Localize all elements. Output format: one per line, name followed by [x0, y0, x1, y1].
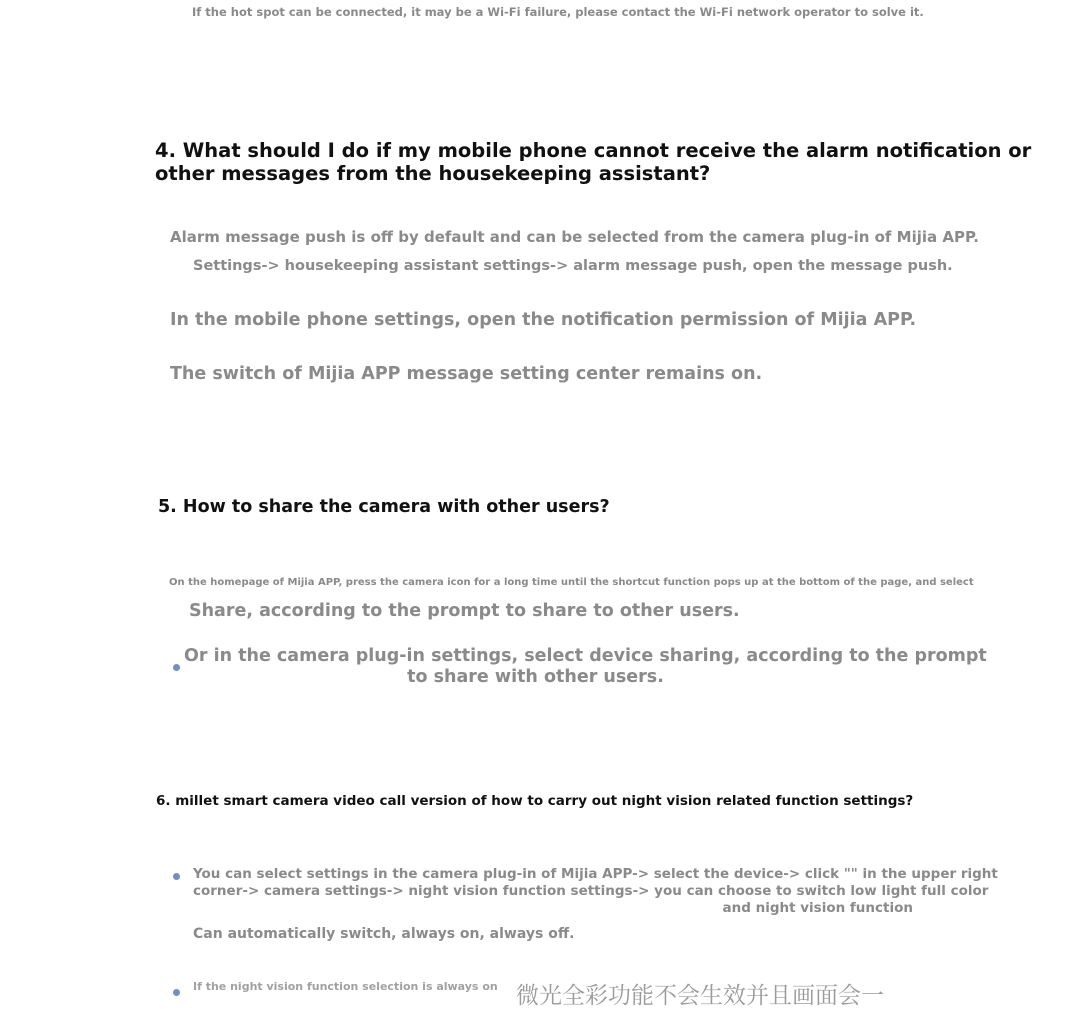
alarm-push-steps: Settings-> housekeeping assistant settings-> alarm message push, open the message push.	[193, 258, 953, 274]
share-step-text: On the homepage of Mijia APP, press the camera icon for a long time until the shortcut function pops up at the bottom of the page, and select	[169, 577, 974, 588]
section-4-heading-line-2: other messages from the housekeeping assistant?	[155, 162, 711, 185]
always-on-note-chinese: 微光全彩功能不会生效并且画面会一	[516, 983, 884, 1009]
section-4-heading	[155, 139, 1031, 185]
section-6-heading: 6. millet smart camera video call version of how to carry out night vision related function settings?	[156, 793, 914, 809]
device-sharing-line-2: to share with other users.	[407, 667, 664, 687]
share-step-continued: Share, according to the prompt to share to other users.	[189, 601, 740, 621]
night-vision-line-3: and night vision function	[722, 900, 913, 916]
message-center-text: The switch of Mijia APP message setting center remains on.	[170, 364, 763, 384]
night-vision-line-2: corner-> camera settings-> night vision function settings-> you can choose to switch low light full color	[193, 883, 989, 899]
device-sharing-text	[184, 646, 987, 688]
section-5-heading: 5. How to share the camera with other users?	[158, 497, 610, 517]
notification-permission-text: In the mobile phone settings, open the notification permission of Mijia APP.	[170, 310, 917, 330]
alarm-push-text: Alarm message push is off by default and can be selected from the camera plug-in of Mijia APP.	[170, 228, 979, 246]
night-vision-modes-text: Can automatically switch, always on, always off.	[193, 926, 575, 942]
night-vision-line-1: You can select settings in the camera plug-in of Mijia APP-> select the device-> click "" in the upper right	[193, 866, 998, 882]
bullet-icon	[173, 989, 180, 996]
night-vision-settings-text	[193, 866, 998, 917]
bullet-icon	[173, 873, 180, 880]
section-4-heading-line-1: 4. What should I do if my mobile phone cannot receive the alarm notification or	[155, 139, 1032, 162]
always-on-note: If the night vision function selection is always on	[193, 980, 498, 993]
bullet-icon	[173, 664, 180, 671]
device-sharing-line-1: Or in the camera plug-in settings, select device sharing, according to the prompt	[184, 646, 987, 666]
wifi-failure-note: If the hot spot can be connected, it may be a Wi-Fi failure, please contact the Wi-Fi network operator to solve it.	[192, 5, 924, 19]
